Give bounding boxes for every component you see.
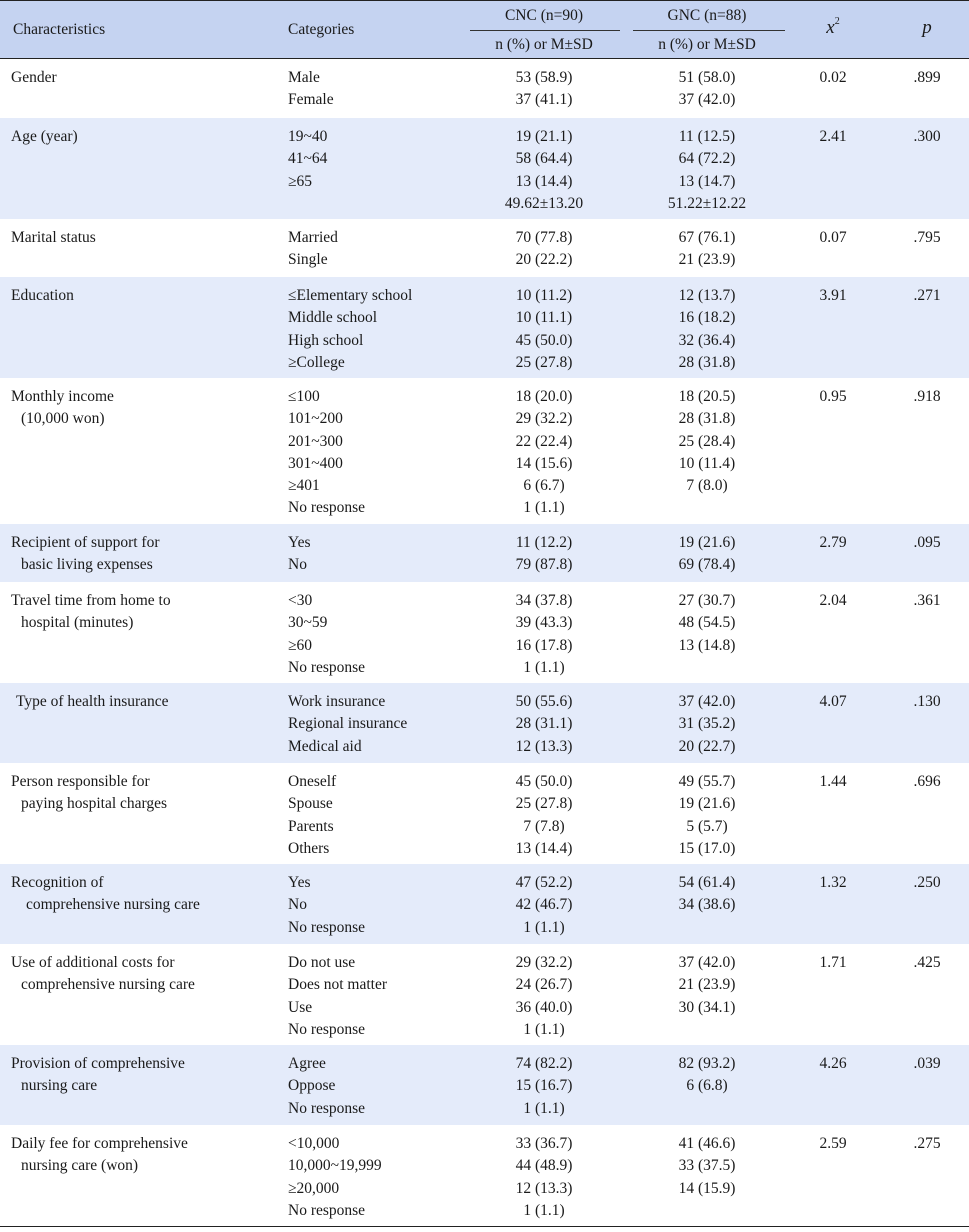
table-row <box>0 763 969 864</box>
category-cell: Male Female <box>288 69 334 109</box>
table-row <box>0 1045 969 1125</box>
header-cnc: CNC (n=90) <box>504 7 584 24</box>
p-value-cell: .271 <box>913 287 941 304</box>
p-value-cell: .130 <box>913 693 941 710</box>
gnc-value-cell: 41 (46.6) 33 (37.5) 14 (15.9) <box>678 1135 736 1197</box>
header-chi-square: $x^2$ <box>826 15 840 38</box>
p-value-cell: .095 <box>913 534 941 551</box>
cnc-value-cell: 10 (11.2) 10 (11.1) 45 (50.0) 25 (27.8) <box>515 287 573 371</box>
gnc-value-cell: 27 (30.7) 48 (54.5) 13 (14.8) <box>678 592 736 654</box>
table-row <box>0 277 969 378</box>
cnc-value-cell: 50 (55.6) 28 (31.1) 12 (13.3) <box>515 693 573 755</box>
chi-square-cell: 2.79 <box>819 534 847 551</box>
cnc-value-cell: 11 (12.2) 79 (87.8) <box>515 534 573 574</box>
characteristic-cell: Person responsible for paying hospital charges <box>11 773 168 813</box>
p-value-cell: .361 <box>913 592 941 609</box>
header-gnc-rule <box>633 30 785 31</box>
cnc-value-cell: 29 (32.2) 24 (26.7) 36 (40.0) 1 (1.1) <box>515 954 573 1038</box>
characteristic-cell: Daily fee for comprehensive nursing care (won) <box>11 1135 188 1175</box>
chi-square-cell: 0.95 <box>819 388 847 405</box>
p-value-cell: .275 <box>913 1135 941 1152</box>
table-row <box>0 59 969 118</box>
cnc-value-cell: 18 (20.0) 29 (32.2) 22 (22.4) 14 (15.6) 6 (6.7) 1 (1.1) <box>515 388 573 517</box>
characteristic-cell: Type of health insurance <box>16 693 169 710</box>
chi-square-cell: 0.07 <box>819 229 847 246</box>
category-cell: Agree Oppose No response <box>288 1055 366 1117</box>
cnc-value-cell: 34 (37.8) 39 (43.3) 16 (17.8) 1 (1.1) <box>515 592 573 676</box>
gnc-value-cell: 12 (13.7) 16 (18.2) 32 (36.4) 28 (31.8) <box>678 287 736 371</box>
gnc-value-cell: 49 (55.7) 19 (21.6) 5 (5.7) 15 (17.0) <box>678 773 736 857</box>
cnc-value-cell: 45 (50.0) 25 (27.8) 7 (7.8) 13 (14.4) <box>515 773 573 857</box>
header-gnc: GNC (n=88) <box>667 7 747 24</box>
chi-square-cell: 2.04 <box>819 592 847 609</box>
cnc-value-cell: 47 (52.2) 42 (46.7) 1 (1.1) <box>515 874 573 936</box>
gnc-value-cell: 37 (42.0) 21 (23.9) 30 (34.1) <box>678 954 736 1016</box>
chi-square-cell: 2.59 <box>819 1135 847 1152</box>
chi-square-cell: 2.41 <box>819 128 847 145</box>
characteristic-cell: Recognition of comprehensive nursing care <box>11 874 200 914</box>
characteristic-cell: Use of additional costs for comprehensive nursing care <box>11 954 195 994</box>
cnc-value-cell: 70 (77.8) 20 (22.2) <box>515 229 573 269</box>
characteristic-cell: Provision of comprehensive nursing care <box>11 1055 185 1095</box>
header-categories: Categories <box>288 21 355 38</box>
p-value-cell: .918 <box>913 388 941 405</box>
p-value-cell: .899 <box>913 69 941 86</box>
gnc-value-cell: 51 (58.0) 37 (42.0) <box>678 69 736 109</box>
characteristic-cell: Travel time from home to hospital (minutes) <box>11 592 171 632</box>
table-row <box>0 219 969 277</box>
gnc-value-cell: 19 (21.6) 69 (78.4) <box>678 534 736 574</box>
characteristic-cell: Gender <box>11 69 57 86</box>
table-row <box>0 524 969 582</box>
gnc-value-cell: 11 (12.5) 64 (72.2) 13 (14.7) 51.22±12.22 <box>667 128 747 212</box>
gnc-value-cell: 54 (61.4) 34 (38.6) <box>678 874 736 914</box>
p-value-cell: .425 <box>913 954 941 971</box>
table-row <box>0 118 969 219</box>
characteristic-cell: Monthly income (10,000 won) <box>11 388 114 428</box>
cnc-value-cell: 53 (58.9) 37 (41.1) <box>515 69 573 109</box>
table-row <box>0 378 969 524</box>
cnc-value-cell: 74 (82.2) 15 (16.7) 1 (1.1) <box>515 1055 573 1117</box>
p-value-cell: .795 <box>913 229 941 246</box>
table-row <box>0 864 969 944</box>
header-characteristics: Characteristics <box>13 21 106 38</box>
gnc-value-cell: 67 (76.1) 21 (23.9) <box>678 229 736 269</box>
chi-square-cell: 1.32 <box>819 874 847 891</box>
p-value-cell: .039 <box>913 1055 941 1072</box>
chi-square-cell: 1.71 <box>819 954 847 971</box>
category-cell: <10,000 10,000~19,999 ≥20,000 No response <box>288 1135 382 1219</box>
category-cell: <30 30~59 ≥60 No response <box>288 592 366 676</box>
category-cell: ≤Elementary school Middle school High school ≥College <box>288 287 413 371</box>
category-cell: Do not use Does not matter Use No response <box>288 954 388 1038</box>
header-cnc-sub: n (%) or M±SD <box>495 36 593 53</box>
category-cell: Work insurance Regional insurance Medical aid <box>288 693 408 755</box>
p-value-cell: .300 <box>913 128 941 145</box>
category-cell: 19~40 41~64 ≥65 <box>288 128 328 190</box>
category-cell: ≤100 101~200 201~300 301~400 ≥401 No response <box>288 388 366 517</box>
category-cell: Yes No <box>288 534 311 574</box>
header-gnc-sub: n (%) or M±SD <box>658 36 756 53</box>
characteristic-cell: Recipient of support for basic living expenses <box>11 534 160 574</box>
table-header <box>0 0 969 59</box>
chi-square-cell: 4.26 <box>819 1055 847 1072</box>
category-cell: Married Single <box>288 229 338 269</box>
header-cnc-rule <box>470 30 620 31</box>
table-row <box>0 582 969 683</box>
table-bottom-rule <box>0 1226 969 1227</box>
gnc-value-cell: 82 (93.2) 6 (6.8) <box>678 1055 736 1095</box>
gnc-value-cell: 18 (20.5) 28 (31.8) 25 (28.4) 10 (11.4) 7 (8.0) <box>678 388 736 495</box>
table-row <box>0 1125 969 1226</box>
category-cell: Oneself Spouse Parents Others <box>288 773 337 857</box>
chi-square-cell: 1.44 <box>819 773 847 790</box>
p-value-cell: .250 <box>913 874 941 891</box>
category-cell: Yes No No response <box>288 874 366 936</box>
chi-square-cell: 3.91 <box>819 287 847 304</box>
cnc-value-cell: 33 (36.7) 44 (48.9) 12 (13.3) 1 (1.1) <box>515 1135 573 1219</box>
header-p: p <box>922 17 932 38</box>
characteristic-cell: Marital status <box>11 229 96 246</box>
characteristic-cell: Age (year) <box>11 128 78 145</box>
p-value-cell: .696 <box>913 773 941 790</box>
gnc-value-cell: 37 (42.0) 31 (35.2) 20 (22.7) <box>678 693 736 755</box>
table-row <box>0 944 969 1045</box>
cnc-value-cell: 19 (21.1) 58 (64.4) 13 (14.4) 49.62±13.20 <box>504 128 584 212</box>
chi-square-cell: 0.02 <box>819 69 847 86</box>
table-row <box>0 683 969 763</box>
characteristic-cell: Education <box>11 287 74 304</box>
chi-square-cell: 4.07 <box>819 693 847 710</box>
